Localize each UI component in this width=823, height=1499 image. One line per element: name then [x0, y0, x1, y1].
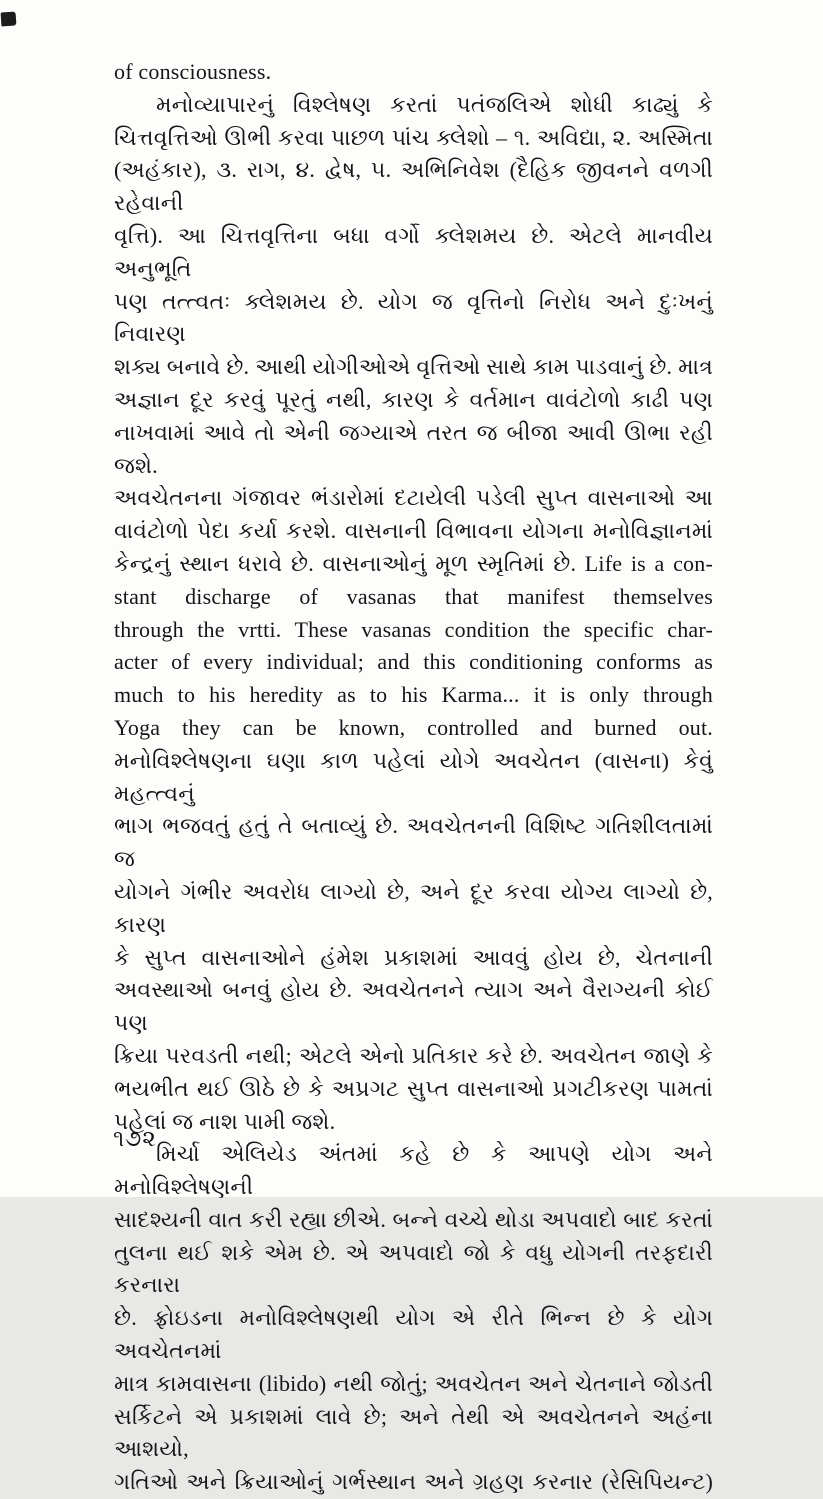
text-line: through the vrtti. These vasanas condition the specific char- [114, 616, 713, 642]
text-line: માત્ર કામવાસના (libido) નથી જોતું; અવચેતન અને ચેતનાને જોડતી [114, 1370, 713, 1396]
paragraph [114, 56, 713, 89]
text-line: ક્રિયા પરવડતી નથી; એટલે એનો પ્રતિકાર કરે છે. અવચેતન જાણે કે [114, 1042, 713, 1068]
text-line: of consciousness. [114, 59, 272, 84]
page-text-block [114, 56, 713, 1499]
text-line: અવચેતનના ગંજાવર ભંડારોમાં દટાયેલી પડેલી સુપ્ત વાસનાઓ આ [114, 485, 713, 511]
text-line: ચિત્તવૃત્તિઓ ઊભી કરવા પાછળ પાંચ ક્લેશો – ૧. અવિદ્યા, ૨. અસ્મિતા [114, 124, 713, 150]
text-line: stant discharge of vasanas that manifest themselves [114, 583, 713, 609]
text-line: પહેલાં જ નાશ પામી જશે. [114, 1108, 336, 1134]
text-line: ભાગ ભજવતું હતું તે બતાવ્યું છે. અવચેતનની વિશિષ્ટ ગતિશીલતામાં જ [114, 813, 713, 872]
scan-artifact-mark [1, 11, 17, 26]
text-line: સર્કિટને એ પ્રકાશમાં લાવે છે; અને તેથી એ અવચેતનને અહંના આશયો, [114, 1403, 713, 1462]
text-line: તુલના થઈ શકે એમ છે. એ અપવાદો જો કે વધુ યોગની તરફદારી કરનારા [114, 1239, 713, 1298]
text-line: સાદશ્યની વાત કરી રહ્યા છીએ. બન્ને વચ્ચે થોડા અપવાદો બાદ કરતાં [114, 1206, 713, 1232]
text-line: નાખવામાં આવે તો એની જગ્યાએ તરત જ બીજા આવી ઊભા રહી જશે. [114, 419, 713, 478]
text-line: પણ તત્ત્વતઃ ક્લેશમય છે. યોગ જ વૃત્તિનો નિરોધ અને દુઃખનું નિવારણ [114, 288, 713, 347]
text-line: ભયભીત થઈ ઊઠે છે કે અપ્રગટ સુપ્ત વાસનાઓ પ્રગટીકરણ પામતાં [114, 1075, 713, 1101]
text-line: મનોવ્યાપારનું વિશ્લેષણ કરતાં પતંજલિએ શોધી કાઢ્યું કે [156, 91, 713, 117]
text-line: Yoga they can be known, controlled and burned out. [114, 714, 713, 740]
text-line: much to his heredity as to his Karma... it is only through [114, 682, 713, 708]
paragraph [114, 1138, 713, 1499]
text-line: છે. ફ્રોઇડના મનોવિશ્લેષણથી યોગ એ રીતે ભિન્ન છે કે યોગ અવચેતનમાં [114, 1305, 713, 1364]
text-line: અવસ્થાઓ બનવું હોય છે. અવચેતનને ત્યાગ અને વૈરાગ્યની કોઈ પણ [114, 977, 713, 1036]
text-line: મનોવિશ્લેષણના ઘણા કાળ પહેલાં યોગે અવચેતન (વાસના) કેવું મહત્ત્વનું [114, 747, 713, 806]
text-line: વાવંટોળો પેદા કર્યા કરશે. વાસનાની વિભાવના યોગના મનોવિજ્ઞાનમાં [114, 518, 713, 544]
text-line: (અહંકાર), ૩. રાગ, ૪. દ્વેષ, ૫. અભિનિવેશ (દૈહિક જીવનને વળગી રહેવાની [114, 157, 713, 216]
text-line: ગતિઓ અને ક્રિયાઓનું ગર્ભસ્થાન અને ગ્રહણ કરનાર (રેસિપિયન્ટ) [114, 1469, 713, 1495]
text-line: કેન્દ્રનું સ્થાન ધરાવે છે. વાસનાઓનું મૂળ સ્મૃતિમાં છે. Life is a con- [114, 550, 713, 576]
page-number: ૧૭૨ [113, 1126, 157, 1151]
text-line: કે સુપ્ત વાસનાઓને હંમેશ પ્રકાશમાં આવવું હોય છે, ચેતનાની [114, 944, 713, 970]
paragraph [114, 89, 713, 1139]
text-line: અજ્ઞાન દૂર કરવું પૂરતું નથી, કારણ કે વર્તમાન વાવંટોળો કાઢી પણ [114, 386, 713, 412]
text-line: મિર્ચા એલિયેડ અંતમાં કહે છે કે આપણે યોગ અને મનોવિશ્લેષણની [114, 1141, 713, 1200]
text-line: યોગને ગંભીર અવરોધ લાગ્યો છે, અને દૂર કરવા યોગ્ય લાગ્યો છે, કારણ [114, 878, 713, 937]
text-line: acter of every individual; and this conditioning conforms as [114, 649, 713, 675]
text-line: શક્ય બનાવે છે. આથી યોગીઓએ વૃત્તિઓ સાથે કામ પાડવાનું છે. માત્ર [114, 354, 713, 380]
text-line: વૃત્તિ). આ ચિત્તવૃત્તિના બધા વર્ગો ક્લેશમય છે. એટલે માનવીય અનુભૂતિ [114, 222, 713, 281]
